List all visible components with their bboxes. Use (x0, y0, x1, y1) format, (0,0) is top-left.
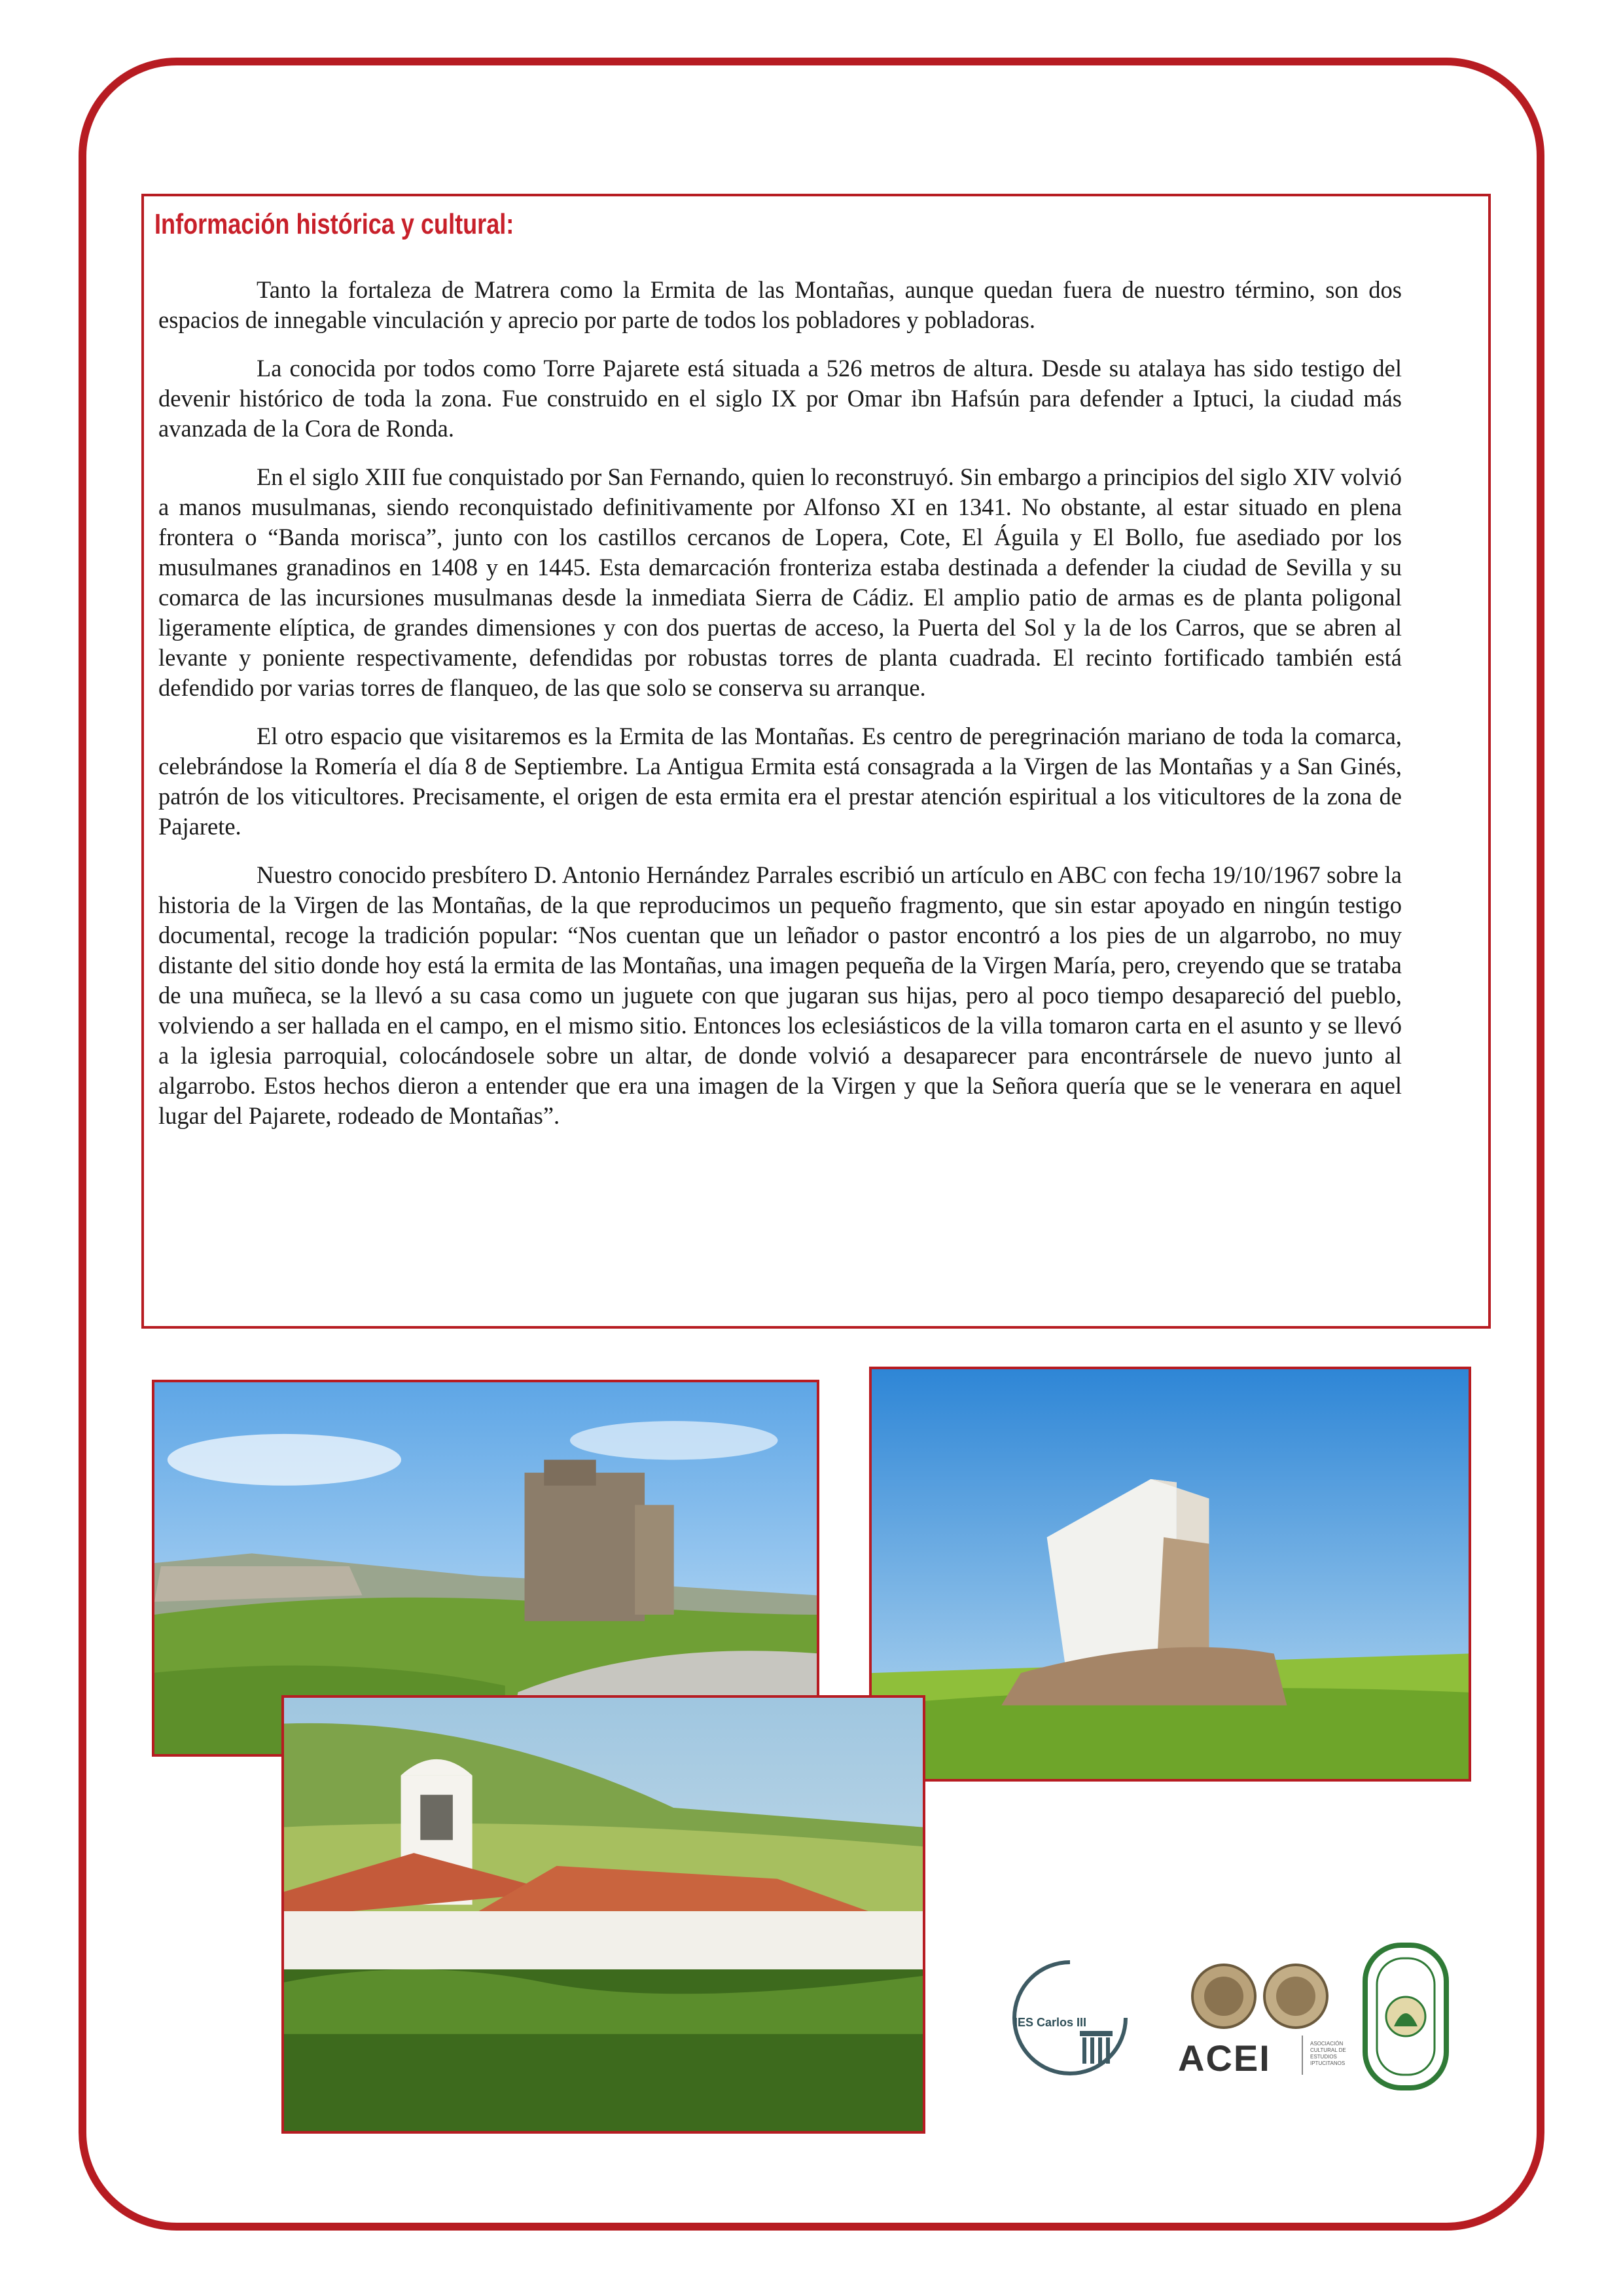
body-text (158, 275, 1402, 1149)
acei-label: ACEI (1178, 2037, 1271, 2079)
acei-subtitle: ASOCIACIÓN CULTURAL DE ESTUDIOS IPTUCITANOS (1310, 2041, 1346, 2066)
paragraph-5: Nuestro conocido presbítero D. Antonio Hernández Parrales escribió un artículo en ABC con fecha 19/10/1967 sobre la historia de la Virgen de las Montañas, de la que reproducimos un pequeño fragmento, que sin estar apoyado en ningún testigo documental, recoge la tradición popular: “Nos cuentan que un leñador o pastor encontró a los pies de un algarrobo, no muy distante del sitio donde hoy está la ermita de las Montañas, una imagen pequeña de la Virgen María, pero, creyendo que se trataba de una muñeca, se la llevó a su casa como un juguete con que jugaran sus hijas, pero al poco tiempo desapareció del pueblo, volviendo a ser hallada en el campo, en el mismo sitio. Entonces los eclesiásticos de la villa tomaron carta en el asunto y se llevó a la iglesia parroquial, colocándosele sobre un altar, de donde volvió a desaparecer para encontrársele de nuevo junto al algarrobo. Estos hechos dieron a entender que era una imagen de la Virgen y que la Señora quería que se le venerara en aquel lugar del Pajarete, rodeado de Montañas”. (158, 861, 1402, 1129)
paragraph-2: La conocida por todos como Torre Pajarete está situada a 526 metros de altura. Desde su atalaya has sido testigo del devenir histórico de toda la zona. Fue construido en el siglo IX por Omar ibn Hafsún para defender a Iptuci, la ciudad más avanzada de la Cora de Ronda. (158, 355, 1402, 442)
section-title: Información histórica y cultural: (154, 208, 514, 240)
photo-matrera-tower (869, 1367, 1471, 1782)
photo-hermitage (281, 1695, 925, 2134)
ies-label: IES Carlos III (1014, 2016, 1087, 2029)
paragraph-1: Tanto la fortaleza de Matrera como la Ermita de las Montañas, aunque quedan fuera de nuestro término, son dos espacios de innegable vinculación y aprecio por parte de todos los pobladores y pobladoras. (158, 276, 1402, 333)
triton-seal-logo (1361, 1941, 1450, 2092)
paragraph-4: El otro espacio que visitaremos es la Ermita de las Montañas. Es centro de peregrinación mariano de toda la comarca, celebrándose la Romería el día 8 de Septiembre. La Antigua Ermita está consagrada a la Virgen de las Montañas y a San Ginés, patrón de los viticultores. Precisamente, el origen de esta ermita era el prestar atención espiritual a los viticultores de la zona de Pajarete. (158, 723, 1402, 840)
paragraph-3: En el siglo XIII fue conquistado por San Fernando, quien lo reconstruyó. Sin embargo a principios del siglo XIV volvió a manos musulmanas, siendo reconquistado definitivamente por Alfonso XI en 1341. No obstante, al estar situado en plena frontera o “Banda morisca”, junto con los castillos cercanos de Lopera, Cote, El Águila y El Bollo, fue asediado por los musulmanes granadinos en 1408 y en 1445. Esta demarcación fronteriza estaba destinada a defender la ciudad de Sevilla y su comarca de las incursiones musulmanas desde la inmediata Sierra de Cádiz. El amplio patio de armas es de planta poligonal ligeramente elíptica, de grandes dimensiones y con dos puertas de acceso, la Puerta del Sol y la de los Carros, que se abren al levante y poniente respectivamente, defendidas por robustas torres de planta cuadrada. El recinto fortificado también está defendido por varias torres de flanqueo, de las que solo se conserva su arranque. (158, 463, 1402, 701)
